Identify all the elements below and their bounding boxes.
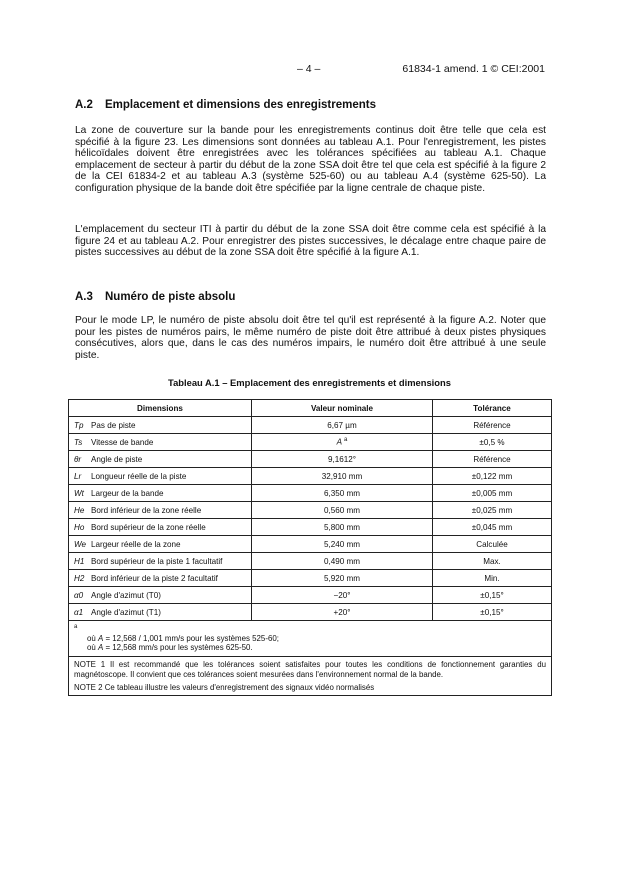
section-a2-heading: [75, 99, 546, 111]
dimension-description: Largeur réelle de la zone: [91, 539, 181, 549]
nominal-value-cell: [252, 604, 433, 621]
dimension-cell: [69, 604, 252, 621]
document-reference: 61834-1 amend. 1 © CEI:2001: [402, 63, 545, 75]
section-a2-para1: La zone de couverture sur la bande pour les enregistrements continus doit être telle que cela est spécifié à la figure 23. Les dimensions sont données au tableau A.1. Pour l'enregistrement, les pistes hélicoïdales doivent être enregistrées avec les tolérances spécifiées au tableau A.1. Chaque emplacement de secteur à partir du début de la zone SSA doit être tel que cela est spécifié à la figure 2 de la CEI 61834-2 et au tableau A.3 (système 525-60) ou au tableau A.4 (système 625-50). La configuration physique de la bande doit être spécifiée par la ligne centrale de chaque piste.: [75, 125, 546, 194]
tolerance-cell: ±0,15°: [433, 604, 552, 621]
dimension-symbol: H1: [74, 556, 85, 566]
dimension-symbol: Ts: [74, 437, 83, 447]
footnote-variable: A: [97, 643, 104, 653]
tolerance-cell: ±0,005 mm: [433, 485, 552, 502]
dimension-symbol: He: [74, 505, 85, 515]
dimension-description: Bord supérieur de la piste 1 facultatif: [91, 556, 223, 566]
nominal-value-cell: [252, 468, 433, 485]
nominal-value-cell: [252, 417, 433, 434]
section-a2-para2-block: [75, 224, 546, 259]
section-number: A.2: [75, 99, 93, 111]
section-a3: [75, 291, 546, 303]
table-row: [69, 570, 552, 587]
nominal-value: −20°: [333, 590, 351, 600]
dimension-description: Bord inférieur de la zone réelle: [91, 505, 202, 515]
nominal-value-cell: [252, 451, 433, 468]
dimension-cell: [69, 468, 252, 485]
nominal-value-cell: [252, 434, 433, 451]
column-header: Valeur nominale: [252, 400, 433, 417]
dimension-cell: [69, 451, 252, 468]
dimension-symbol: Wt: [74, 488, 84, 498]
section-a2: [75, 99, 546, 111]
footnote-row: [69, 621, 552, 657]
column-header: Tolérance: [433, 400, 552, 417]
tolerance-cell: ±0,025 mm: [433, 502, 552, 519]
nominal-value: 32,910 mm: [321, 471, 363, 481]
dimension-description: Angle de piste: [91, 454, 143, 464]
footnote-text: = 12,568 mm/s pour les systèmes 625-50.: [105, 643, 253, 653]
footnote-text: où: [87, 643, 96, 653]
dimension-description: Bord inférieur de la piste 2 facultatif: [91, 573, 218, 583]
table-row: [69, 502, 552, 519]
dimension-symbol: We: [74, 539, 86, 549]
notes-row: [69, 657, 552, 696]
nominal-value: 0,560 mm: [324, 505, 360, 515]
nominal-value-cell: [252, 519, 433, 536]
table-row: [69, 451, 552, 468]
nominal-value: 9,1612°: [328, 454, 356, 464]
tolerance-cell: ±0,045 mm: [433, 519, 552, 536]
table-row: [69, 519, 552, 536]
table-row: [69, 434, 552, 451]
nominal-value: 6,350 mm: [324, 488, 360, 498]
tolerance-cell: Min.: [433, 570, 552, 587]
table-row: [69, 553, 552, 570]
table-footnote: [69, 621, 552, 657]
note-1: NOTE 1 Il est recommandé que les tolérances soient satisfaites pour toutes les conditions de fonctionnement garanties du magnétoscope. Il convient que ces tolérances soient mesurées dans l'environnement normal de la bande.: [74, 660, 546, 679]
table-caption: Tableau A.1 – Emplacement des enregistrements et dimensions: [168, 377, 451, 388]
tolerance-cell: ±0,122 mm: [433, 468, 552, 485]
nominal-value-cell: [252, 536, 433, 553]
table-body: [69, 417, 552, 621]
table-row: [69, 417, 552, 434]
dimension-cell: [69, 417, 252, 434]
dimension-cell: [69, 553, 252, 570]
nominal-value: 6,67 µm: [327, 420, 357, 430]
nominal-value-cell: [252, 570, 433, 587]
table-row: [69, 485, 552, 502]
dimension-description: Angle d'azimut (T0): [91, 590, 161, 600]
section-title: Numéro de piste absolu: [105, 291, 236, 303]
dimension-description: Longueur réelle de la piste: [91, 471, 187, 481]
dimension-description: Bord supérieur de la zone réelle: [91, 522, 206, 532]
section-a3-heading: [75, 291, 546, 303]
footnote-marker: a: [74, 624, 78, 630]
nominal-value-cell: [252, 587, 433, 604]
dimension-cell: [69, 570, 252, 587]
dimension-symbol: Ho: [74, 522, 85, 532]
dimension-cell: [69, 502, 252, 519]
nominal-value: 0,490 mm: [324, 556, 360, 566]
dimension-description: Angle d'azimut (T1): [91, 607, 161, 617]
dimension-symbol: H2: [74, 573, 85, 583]
dimension-symbol: Tp: [74, 420, 84, 430]
dimension-symbol: Lr: [74, 471, 82, 481]
table-row: [69, 604, 552, 621]
dimension-cell: [69, 485, 252, 502]
dimension-cell: [69, 587, 252, 604]
section-title: Emplacement et dimensions des enregistrements: [105, 99, 376, 111]
table-notes: [69, 657, 552, 696]
dimension-cell: [69, 519, 252, 536]
footnote-reference: a: [344, 437, 348, 444]
section-a3-para1-block: [75, 315, 546, 361]
table-header-row: [69, 400, 552, 417]
page-number: – 4 –: [297, 63, 321, 75]
nominal-value-cell: [252, 553, 433, 570]
footnote-variable: A: [97, 633, 104, 643]
dimension-symbol: α0: [74, 590, 84, 600]
footnote-text: = 12,568 / 1,001 mm/s pour les systèmes 525-60;: [105, 633, 279, 643]
footnote-line-1: [74, 634, 546, 643]
tolerance-cell: ±0,15°: [433, 587, 552, 604]
dimension-symbol: θr: [74, 454, 82, 464]
nominal-value: 5,920 mm: [324, 573, 360, 583]
tolerance-cell: Référence: [433, 417, 552, 434]
tolerance-cell: Calculée: [433, 536, 552, 553]
nominal-value: A: [336, 437, 343, 447]
dimension-description: Vitesse de bande: [91, 437, 154, 447]
dimension-cell: [69, 434, 252, 451]
nominal-value: +20°: [333, 607, 351, 617]
dimension-description: Pas de piste: [91, 420, 136, 430]
tolerance-cell: Max.: [433, 553, 552, 570]
dimension-cell: [69, 536, 252, 553]
column-header: Dimensions: [69, 400, 252, 417]
nominal-value: 5,800 mm: [324, 522, 360, 532]
nominal-value-cell: [252, 485, 433, 502]
tolerance-cell: ±0,5 %: [433, 434, 552, 451]
section-number: A.3: [75, 291, 93, 303]
dimension-symbol: α1: [74, 607, 84, 617]
table-row: [69, 468, 552, 485]
section-a3-para1: Pour le mode LP, le numéro de piste absolu doit être tel qu'il est représenté à la figure A.2. Noter que pour les pistes de numéros pairs, le même numéro de piste doit être attribué à deux pistes physiques consécutives, alors que, dans le cas des numéros impairs, le numéro doit être attribué à une seule piste.: [75, 315, 546, 361]
dimension-description: Largeur de la bande: [91, 488, 164, 498]
note-2: NOTE 2 Ce tableau illustre les valeurs d'enregistrement des signaux vidéo normalisés: [74, 682, 375, 692]
footnote-line-2: [74, 643, 546, 652]
footnote-text: où: [87, 633, 96, 643]
nominal-value: 5,240 mm: [324, 539, 360, 549]
table-row: [69, 536, 552, 553]
dimensions-table: [68, 399, 552, 696]
section-a2-para2: L'emplacement du secteur ITI à partir du début de la zone SSA doit être comme cela est spécifié à la figure 24 et au tableau A.2. Pour enregistrer des pistes successives, le décalage entre chaque paire de pistes successives au début de la zone SSA doit être spécifié à la figure A.1.: [75, 224, 546, 259]
table-row: [69, 587, 552, 604]
section-a2-para1-block: [75, 125, 546, 195]
tolerance-cell: Référence: [433, 451, 552, 468]
nominal-value-cell: [252, 502, 433, 519]
